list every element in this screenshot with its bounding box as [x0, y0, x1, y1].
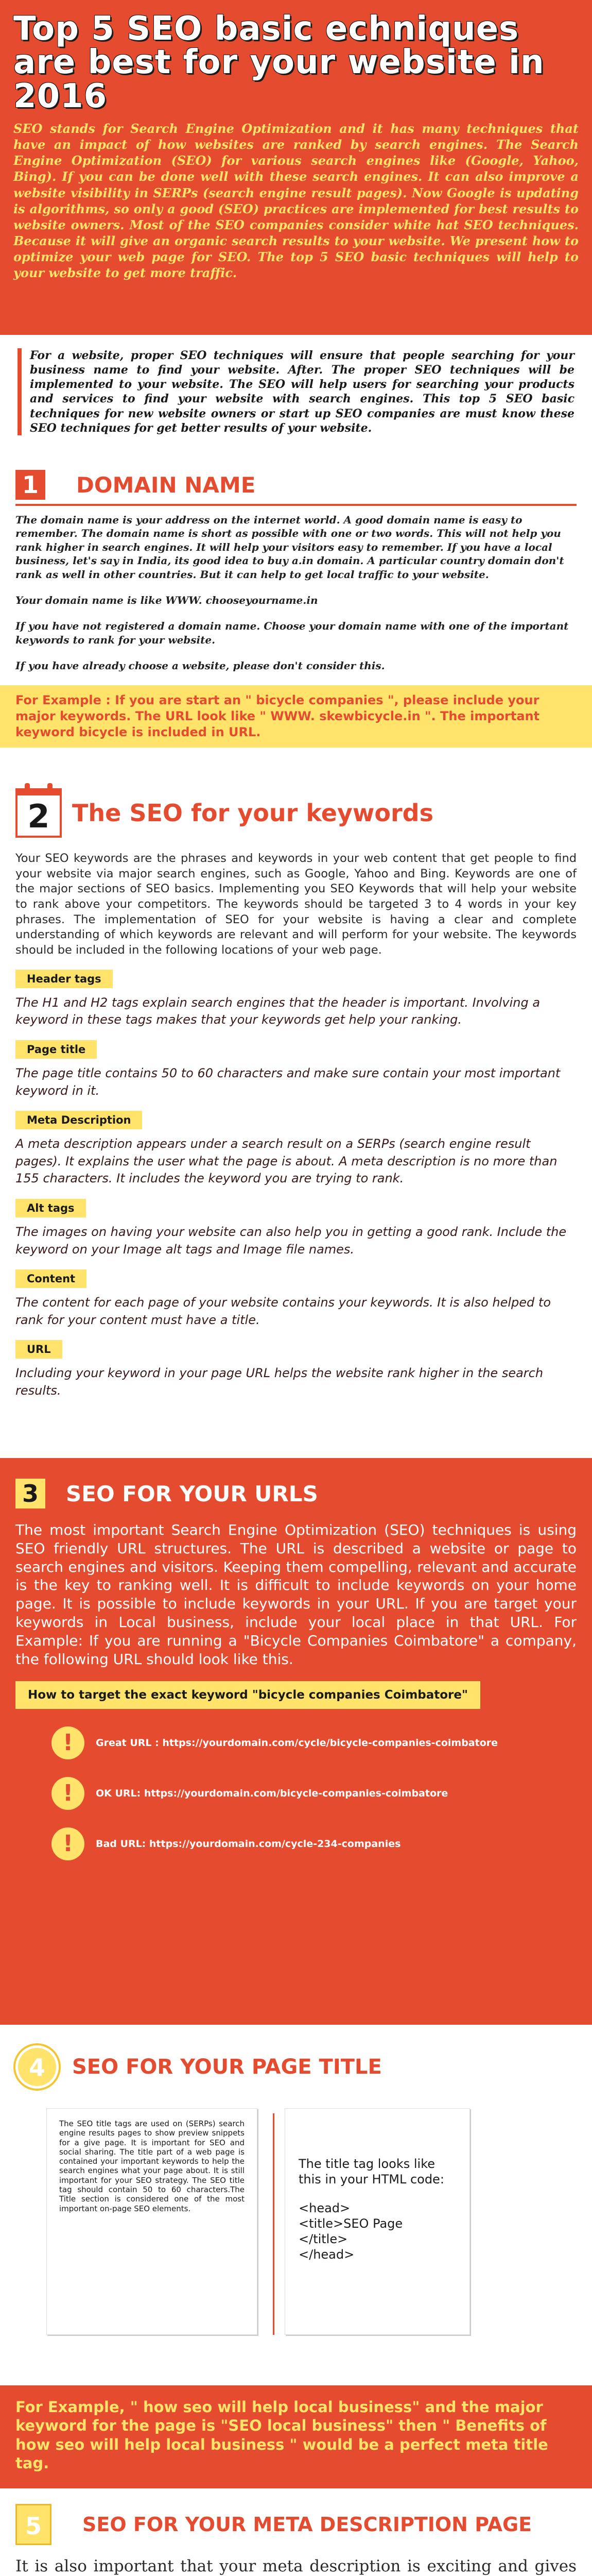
page-title: Top 5 SEO basic echniques are best for your website in 2016 — [13, 10, 545, 115]
section-keywords — [0, 773, 592, 1458]
keyword-location-item — [15, 1188, 577, 1258]
keyword-location-tag: Content — [15, 1269, 86, 1288]
url-example-row — [51, 1777, 577, 1810]
section-1-paragraph: If you have already choose a website, please don't consider this. — [15, 659, 385, 672]
section-3-title: SEO FOR YOUR URLS — [66, 1481, 318, 1506]
keyword-location-text: The H1 and H2 tags explain search engines that the header is important. Involving a keyword in these tags makes that your keywords get help your ranking. — [15, 995, 541, 1027]
section-5-lead: It is also important that your meta description is exciting and gives — [15, 2557, 577, 2575]
keyword-location-tag: URL — [15, 1340, 62, 1359]
intro-text: For a website, proper SEO techniques will ensure that people searching for your business name to find your website. After. The proper SEO techniques will be implemented to your website. The SEO will help users for searching your products and services to find your website with search engines. This top 5 SEO basic techniques for new website owners or start up SEO companies are must know these SEO techniques for get better results of your website. — [18, 348, 574, 435]
section-3-number: 3 — [15, 1479, 45, 1509]
title-tag-intro: The title tag looks like this in your HTML code: — [299, 2157, 444, 2187]
section-4-example-text: For Example, " how seo will help local business" and the major keyword for the page is "SEO local business" then " Benefits of how seo will help local business " would be a perfect meta title tag. — [15, 2398, 548, 2472]
keyword-location-tag: Alt tags — [15, 1199, 86, 1217]
keyword-location-tag: Header tags — [15, 970, 113, 988]
section-5-header — [15, 2504, 577, 2545]
title-tag-explanation: The SEO title tags are used on (SERPs) search engine results pages to show preview snippets for a give page. It is important for SEO and social sharing. The title part of a web page is contained your important keywords to help the search engines what your page about. It is still important for your SEO strategy. The SEO title tag should contain 50 to 60 characters.The Title section is considered one of the most important on-page SEO elements. — [59, 2119, 245, 2213]
section-4-header — [15, 2045, 577, 2089]
section-2-title: The SEO for your keywords — [72, 799, 433, 827]
section-2-header — [15, 788, 577, 838]
section-1-header — [15, 470, 577, 506]
intro-section — [0, 335, 592, 464]
exclamation-icon: ! — [51, 1777, 84, 1810]
section-1-number: 1 — [15, 470, 45, 500]
section-meta-description — [0, 2488, 592, 2576]
url-example-text: OK URL: https://yourdomain.com/bicycle-companies-coimbatore — [96, 1787, 448, 1799]
url-example-text: Bad URL: https://yourdomain.com/cycle-234-companies — [96, 1838, 401, 1850]
keyword-location-item — [15, 1029, 577, 1099]
section-5-number: 5 — [15, 2504, 51, 2545]
section-1-paragraph: Your domain name is like WWW. chooseyourname.in — [15, 594, 318, 606]
hero-banner — [0, 0, 592, 335]
exclamation-icon: ! — [51, 1726, 84, 1759]
keyword-location-text: A meta description appears under a search result on a SERPs (search engine result pages). It explains the user what the page is about. A meta description is no more than 155 characters. It includes the keyword you are trying to rank. — [15, 1137, 558, 1186]
title-tag-explanation-card — [46, 2108, 257, 2335]
keyword-location-text: Including your keyword in your page URL helps the website rank higher in the search results. — [15, 1366, 544, 1398]
section-4-columns — [46, 2108, 577, 2335]
section-4-example — [0, 2385, 592, 2488]
title-tag-code-card — [285, 2108, 470, 2335]
keyword-location-item — [15, 958, 577, 1029]
section-2-lead: Your SEO keywords are the phrases and keywords in your web content that get people to find your website via major search engines, such as Google, Yahoo and Bing. Keywords are one of the major sections of SEO basics. Implementing you SEO Keywords that will help your website to rank above your competitors. The keywords should be targeted 3 to 4 words in your key phrases. The implementation of SEO for your website is having a clear and complete understanding of which keywords are relevant and will perform for your website. The keywords should be included in the following locations of your web page. — [15, 852, 577, 957]
keyword-location-item — [15, 1329, 577, 1399]
keyword-location-item — [15, 1099, 577, 1188]
section-4-number: 4 — [15, 2045, 59, 2089]
url-example-text: Great URL : https://yourdomain.com/cycle/bicycle-companies-coimbatore — [96, 1737, 498, 1749]
section-urls — [0, 1458, 592, 2025]
url-example-row — [51, 1827, 577, 1860]
section-1-title: DOMAIN NAME — [76, 472, 256, 498]
section-4-title: SEO FOR YOUR PAGE TITLE — [72, 2055, 382, 2079]
url-example-row — [51, 1726, 577, 1759]
section-1-paragraph: The domain name is your address on the internet world. A good domain name is easy to remember. The domain name is short as possible with one or two words. This will not help you rank higher in search engines. It will help your visitors easy to remember. If you have a local business, let's say in India, its good idea to buy a.in domain. A particular country domain don't rank as well in other countries. But it can help to get local traffic to your website. — [15, 514, 564, 581]
section-1-paragraph: If you have not registered a domain name. Choose your domain name with one of the important keywords to rank for your website. — [15, 620, 569, 646]
column-divider — [273, 2113, 274, 2335]
section-page-title — [0, 2025, 592, 2385]
calendar-icon — [15, 788, 62, 838]
keyword-location-text: The images on having your website can also help you in getting a good rank. Include the keyword on your Image alt tags and Image file names. — [15, 1224, 567, 1257]
section-1-body — [15, 513, 577, 673]
section-5-title: SEO FOR YOUR META DESCRIPTION PAGE — [82, 2513, 532, 2536]
keyword-location-text: The content for each page of your website contains your keywords. It is also helped to rank for your content must have a title. — [15, 1295, 551, 1327]
title-tag-code: <head> <title>SEO Page </title> </head> — [299, 2201, 403, 2262]
keyword-location-item — [15, 1258, 577, 1329]
keyword-location-tag: Page title — [15, 1040, 97, 1059]
exclamation-icon: ! — [51, 1827, 84, 1860]
section-3-header — [15, 1479, 577, 1509]
keyword-location-tag: Meta Description — [15, 1111, 142, 1129]
keyword-location-text: The page title contains 50 to 60 characters and make sure contain your most important keyword in it. — [15, 1066, 561, 1098]
section-2-number: 2 — [27, 798, 50, 835]
section-3-lead: The most important Search Engine Optimization (SEO) techniques is using SEO friendly URL structures. The URL is described a website or page to search engines and visitors. Keeping them compelling, relevant and accurate is the key to ranking well. It is difficult to include keywords on your home page. It is possible to include keywords in your URL. If you are target your keywords in Local business, include your local place in that URL. For Example: If you are running a "Bicycle Companies Coimbatore" a company, the following URL should look like this. — [15, 1521, 577, 1668]
section-1-example: For Example : If you are start an " bicycle companies ", please include your major keywords. The URL look like " WWW. skewbicycle.in ". The important keyword bicycle is included in URL. — [0, 685, 592, 748]
hero-text: SEO stands for Search Engine Optimization and it has many techniques that have an impact of how websites are ranked by search engines. The Search Engine Optimization (SEO) for various search engines like (Google, Yahoo, Bing). If you can be done well with these search engines. It can also improve a website visibility in SERPs (search engine result pages). Now Google is updating is algorithms, so only a good (SEO) practices are implemented for best results to website owners. Most of the SEO companies consider white hat SEO techniques. Because it will give an organic search results to your website. We present how to optimize your web page for SEO. The top 5 SEO basic techniques will help to your website to get more traffic. — [13, 121, 579, 281]
section-domain-name — [0, 464, 592, 773]
target-keyword-label: How to target the exact keyword "bicycle companies Coimbatore" — [15, 1681, 480, 1709]
